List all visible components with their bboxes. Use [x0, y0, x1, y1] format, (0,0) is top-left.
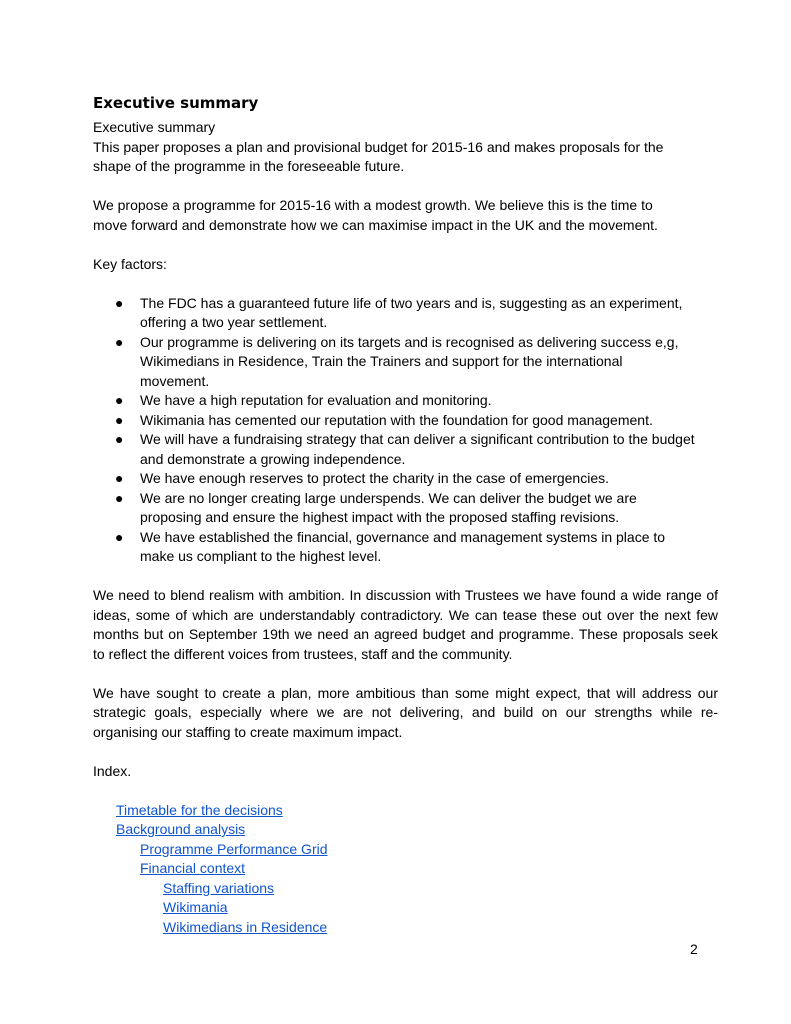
index-label: Index. — [93, 762, 132, 779]
list-item: ● We are no longer creating large underspends. We can deliver the budget we are proposing and ensure the highest impact with the proposed staffing revisions. — [115, 489, 637, 525]
bullet-icon: ● — [115, 489, 124, 506]
link-wikimedians-in-residence[interactable]: Wikimedians in Residence — [163, 918, 328, 935]
bullet-icon: ● — [115, 392, 124, 408]
intro-line-2: shape of the programme in the foreseeable future. — [93, 158, 405, 174]
key-factors-label: Key factors: — [93, 255, 167, 272]
bullet-icon: ● — [115, 411, 124, 428]
list-item: ● Wikimania has cemented our reputation with the foundation for good management. — [93, 411, 718, 431]
bullet-icon: ● — [115, 294, 124, 311]
proposal-line-2: move forward and demonstrate how we can maximise impact in the UK and the movement. — [93, 216, 658, 233]
list-item: ● We will have a fundraising strategy that can deliver a significant contribution to the budget and demonstrate a growing independence. — [115, 431, 695, 467]
page-number: 2 — [690, 941, 698, 957]
intro-line-1: This paper proposes a plan and provisional budget for 2015-16 and makes proposals for the — [93, 138, 664, 155]
list-item: ● We have enough reserves to protect the charity in the case of emergencies. — [93, 469, 718, 489]
link-staffing-variations[interactable]: Staffing variations — [163, 879, 275, 896]
index-list — [93, 801, 718, 938]
link-programme-performance-grid[interactable]: Programme Performance Grid — [140, 840, 328, 857]
subheading: Executive summary — [93, 119, 216, 135]
plan-paragraph: We have sought to create a plan, more ambitious than some might expect, that will address our strategic goals, especially where we are not delivering, and build on our strengths while re-organising our staffing to create maximum impact. — [93, 684, 718, 740]
realism-paragraph: We need to blend realism with ambition. In discussion with Trustees we have found a wide range of ideas, some of which are understandably contradictory. We can tease these out over the next few months but on September 19th we need an agreed budget and programme. These proposals seek to reflect the different voices from trustees, staff and the community. — [93, 587, 718, 662]
link-financial-context[interactable]: Financial context — [140, 860, 246, 876]
bullet-icon: ● — [115, 333, 124, 350]
bullet-icon: ● — [115, 470, 124, 486]
list-item: ● Our programme is delivering on its targets and is recognised as delivering success e,g, Wikimedians in Residence, Train the Trainers and support for the international movement. — [115, 333, 679, 389]
key-factors-list — [93, 294, 718, 567]
section-heading: Executive summary — [93, 94, 259, 112]
link-wikimania[interactable]: Wikimania — [163, 899, 228, 915]
list-item: ● We have established the financial, governance and management systems in place to make us compliant to the highest level. — [115, 528, 666, 564]
bullet-icon: ● — [115, 528, 124, 545]
proposal-line-1: We propose a programme for 2015-16 with a modest growth. We believe this is the time to — [93, 197, 653, 213]
list-item: ● The FDC has a guaranteed future life of two years and is, suggesting as an experiment, offering a two year settlement. — [115, 294, 683, 330]
bullet-icon: ● — [115, 431, 124, 447]
document-body — [93, 118, 718, 937]
link-background-analysis[interactable]: Background analysis — [116, 821, 246, 837]
list-item: ● We have a high reputation for evaluation and monitoring. — [93, 391, 718, 411]
link-timetable[interactable]: Timetable for the decisions — [116, 801, 283, 818]
